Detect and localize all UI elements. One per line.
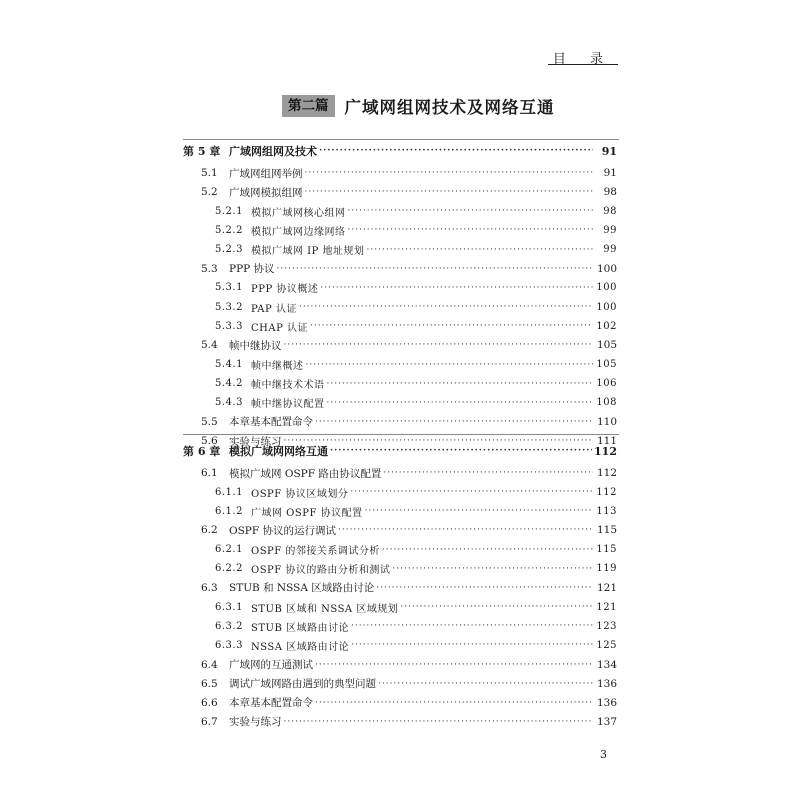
toc-leader-dots	[284, 713, 594, 731]
toc-section-entry[interactable]	[201, 336, 617, 354]
toc-entry-title: STUB 区域和 NSSA 区域规划	[251, 603, 399, 615]
part-heading	[282, 93, 555, 119]
toc-entry-title: CHAP 认证	[251, 322, 309, 334]
toc-entry-page: 134	[596, 658, 617, 671]
toc-leader-dots	[367, 241, 593, 259]
toc-entry-number: 6.3.3	[215, 639, 243, 651]
toc-chapter-entry[interactable]	[183, 442, 617, 460]
toc-entry-number: 5.3.3	[215, 320, 243, 332]
toc-entry-page: 112	[594, 444, 617, 458]
toc-entry-page: 100	[596, 262, 617, 275]
toc-entry-title: 模拟广域网网络互通	[229, 445, 328, 458]
toc-leader-dots	[284, 336, 594, 354]
toc-entry-number: 6.1.2	[215, 505, 243, 517]
toc-entry-title: 模拟广域网核心组网	[251, 207, 346, 219]
toc-entry-title: STUB 区域路由讨论	[251, 622, 349, 634]
toc-entry-number: 5.3	[201, 262, 218, 275]
toc-leader-dots	[351, 617, 593, 635]
toc-entry-title: PAP 认证	[251, 303, 297, 315]
toc-entry-title: 实验与练习	[229, 435, 282, 448]
toc-subsection-entry[interactable]	[215, 221, 617, 239]
toc-subsection-entry[interactable]	[215, 202, 617, 220]
part-separator-top	[183, 139, 619, 140]
toc-leader-dots	[378, 675, 593, 693]
toc-entry-title: OSPF 协议区域划分	[251, 488, 349, 500]
toc-entry-title: 帧中继协议	[229, 339, 282, 352]
toc-entry-number: 5.3.1	[215, 282, 243, 294]
toc-entry-number: 6.1.1	[215, 486, 243, 498]
toc-subsection-entry[interactable]	[215, 617, 617, 635]
toc-entry-number: 6.4	[201, 658, 218, 671]
toc-entry-title: STUB 和 NSSA 区域路由讨论	[229, 582, 375, 595]
toc-entry-page: 136	[596, 696, 617, 709]
toc-leader-dots	[315, 694, 593, 712]
toc-entry-number: 5.2.2	[215, 224, 243, 236]
toc-leader-dots	[320, 279, 593, 297]
toc-leader-dots	[306, 356, 594, 374]
toc-entry-title: 模拟广域网 OSPF 路由协议配置	[229, 467, 382, 480]
toc-entry-number: 6.3.2	[215, 620, 243, 632]
toc-leader-dots	[310, 317, 593, 335]
toc-entry-title: 广域网模拟组网	[229, 186, 303, 199]
toc-entry-page: 115	[596, 524, 617, 537]
toc-entry-title: PPP 协议概述	[251, 284, 319, 296]
toc-entry-number: 6.1	[201, 467, 218, 479]
toc-section-entry[interactable]	[201, 656, 617, 674]
toc-section-entry[interactable]	[201, 260, 617, 278]
toc-entry-number: 5.2	[201, 186, 218, 199]
toc-entry-page: 111	[596, 435, 617, 448]
toc-subsection-entry[interactable]	[215, 241, 617, 259]
toc-section-entry[interactable]	[201, 675, 617, 693]
toc-subsection-entry[interactable]	[215, 394, 617, 412]
toc-leader-dots	[400, 598, 593, 616]
toc-subsection-entry[interactable]	[215, 636, 617, 654]
toc-entry-number: 6.2.2	[215, 563, 243, 575]
toc-entry-page: 100	[596, 282, 617, 294]
toc-subsection-entry[interactable]	[215, 560, 617, 578]
toc-entry-title: 本章基本配置命令	[229, 697, 313, 710]
toc-entry-title: 广域网的互通测试	[229, 659, 313, 671]
toc-entry-title: 模拟广域网 IP 地址规划	[251, 246, 365, 258]
toc-entry-number: 5.4.3	[215, 397, 243, 409]
toc-entry-number: 5.4.2	[215, 378, 243, 390]
toc-section-entry[interactable]	[201, 413, 617, 431]
toc-entry-number: 第 5 章	[183, 145, 221, 158]
toc-entry-page: 137	[596, 715, 617, 728]
toc-entry-number: 6.7	[201, 715, 218, 728]
toc-entry-number: 第 6 章	[183, 445, 221, 458]
toc-chapter-entry[interactable]	[183, 142, 617, 160]
toc-entry-page: 105	[596, 359, 617, 370]
toc-leader-dots	[315, 656, 593, 674]
toc-section-entry[interactable]	[201, 579, 617, 597]
toc-entry-title: OSPF 的邻接关系调试分析	[251, 546, 380, 558]
toc-entry-page: 100	[596, 301, 617, 313]
toc-leader-dots	[351, 636, 593, 654]
toc-entry-title: 实验与练习	[229, 716, 282, 729]
toc-entry-page: 102	[596, 320, 617, 332]
toc-section-entry[interactable]	[201, 464, 617, 482]
toc-subsection-entry[interactable]	[215, 598, 617, 616]
toc-section-entry[interactable]	[201, 521, 617, 539]
toc-leader-dots	[376, 579, 593, 597]
toc-entry-number: 6.5	[201, 677, 218, 690]
toc-entry-number: 6.2.1	[215, 544, 243, 556]
toc-entry-page: 121	[596, 581, 617, 594]
toc-subsection-entry[interactable]	[215, 279, 617, 297]
toc-entry-page: 99	[603, 244, 617, 256]
toc-entry-page: 113	[596, 505, 617, 517]
toc-section-entry[interactable]	[201, 713, 617, 731]
toc-entry-number: 5.2.1	[215, 205, 243, 217]
toc-entry-title: 调试广域网路由遇到的典型问题	[229, 678, 376, 691]
toc-leader-dots	[330, 442, 592, 460]
toc-entry-page: 108	[596, 397, 617, 409]
toc-entry-page: 105	[596, 339, 617, 352]
toc-entry-page: 125	[596, 639, 617, 651]
toc-entry-page: 91	[601, 144, 617, 158]
toc-entry-title: 帧中继概述	[251, 361, 304, 372]
toc-entry-number: 5.1	[201, 167, 218, 179]
toc-entry-page: 123	[596, 620, 617, 632]
toc-entry-number: 5.2.3	[215, 244, 243, 256]
running-header-title: 目 录	[552, 52, 614, 67]
toc-entry-page: 121	[596, 601, 617, 613]
toc-entry-page: 115	[596, 544, 617, 556]
toc-subsection-entry[interactable]	[215, 375, 617, 393]
toc-entry-title: 本章基本配置命令	[229, 416, 313, 429]
toc-leader-dots	[350, 483, 593, 501]
toc-leader-dots	[305, 164, 594, 182]
toc-entry-number: 6.6	[201, 696, 218, 709]
toc-entry-page: 91	[603, 167, 617, 179]
toc-leader-dots	[365, 502, 593, 520]
part-title: 广域网组网技术及网络互通	[344, 98, 555, 117]
toc-entry-title: OSPF 协议的运行调试	[229, 524, 336, 537]
toc-subsection-entry[interactable]	[215, 356, 617, 374]
toc-entry-title: 广域网 OSPF 协议配置	[251, 507, 363, 519]
toc-entry-title: 广域网组网及技术	[229, 145, 317, 158]
toc-subsection-entry[interactable]	[215, 502, 617, 520]
toc-entry-page: 99	[603, 224, 617, 236]
header-rule	[548, 64, 618, 65]
toc-entry-number: 6.2	[201, 524, 218, 537]
toc-leader-dots	[392, 560, 593, 578]
toc-subsection-entry[interactable]	[215, 483, 617, 501]
toc-entry-number: 5.5	[201, 415, 218, 428]
toc-entry-title: 广域网组网举例	[229, 167, 303, 180]
toc-section-entry[interactable]	[201, 183, 617, 201]
toc-entry-page: 119	[596, 563, 617, 575]
toc-entry-number: 5.4.1	[215, 359, 243, 370]
toc-entry-page: 112	[596, 486, 617, 498]
toc-leader-dots	[319, 142, 593, 160]
toc-section-entry[interactable]	[201, 164, 617, 182]
toc-leader-dots	[277, 260, 593, 278]
toc-leader-dots	[383, 464, 593, 482]
page-number: 3	[600, 748, 607, 761]
toc-leader-dots	[327, 375, 594, 393]
toc-entry-number: 5.3.2	[215, 301, 243, 313]
toc-entry-title: NSSA 区域路由讨论	[251, 641, 350, 653]
toc-entry-number: 6.3.1	[215, 601, 243, 613]
toc-entry-page: 110	[596, 415, 617, 428]
toc-entry-number: 5.4	[201, 339, 218, 352]
toc-entry-page: 98	[603, 186, 617, 199]
toc-entry-page: 112	[596, 467, 617, 479]
part-tag: 第二篇	[282, 95, 335, 117]
toc-entry-title: OSPF 协议的路由分析和测试	[251, 565, 391, 577]
toc-leader-dots	[299, 298, 593, 316]
toc-leader-dots	[338, 521, 593, 539]
toc-entry-page: 136	[596, 677, 617, 690]
toc-leader-dots	[348, 202, 594, 220]
toc-leader-dots	[315, 413, 593, 431]
toc-entry-title: PPP 协议	[229, 263, 275, 276]
toc-entry-title: 帧中继协议配置	[251, 399, 325, 411]
toc-leader-dots	[382, 541, 593, 559]
toc-entry-number: 6.3	[201, 581, 218, 594]
toc-leader-dots	[348, 221, 594, 239]
toc-entry-number: 5.6	[201, 435, 218, 448]
toc-leader-dots	[305, 183, 594, 201]
toc-entry-title: 帧中继技术术语	[251, 380, 325, 392]
toc-subsection-entry[interactable]	[215, 298, 617, 316]
toc-leader-dots	[327, 394, 594, 412]
toc-entry-page: 98	[603, 205, 617, 217]
toc-entry-title: 模拟广域网边缘网络	[251, 226, 346, 238]
toc-subsection-entry[interactable]	[215, 317, 617, 335]
toc-section-entry[interactable]	[201, 694, 617, 712]
toc-subsection-entry[interactable]	[215, 541, 617, 559]
toc-entry-page: 106	[596, 378, 617, 390]
